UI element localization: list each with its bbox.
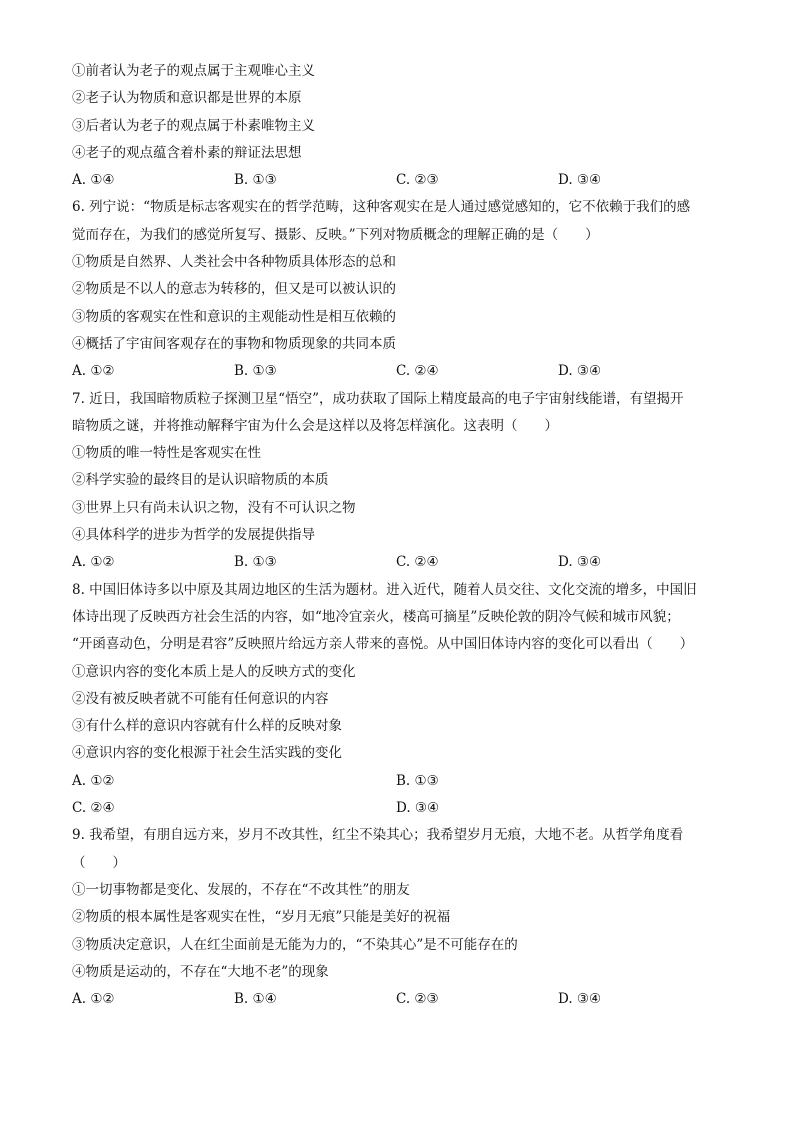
question-stem: 体诗出现了反映西方社会生活的内容，如“地冷宜亲火，楼高可摘星”反映伦敦的阴冷气候和城市风貌； [72,608,680,625]
statement: ④老子的观点蕴含着朴素的辩证法思想 [72,144,302,161]
question-7 [72,386,732,577]
option-a: A. ①④ [72,172,115,189]
option-d: D. ③④ [558,554,602,571]
option-d: D. ③④ [558,172,602,189]
option-d: D. ③④ [396,800,440,817]
statement: ③物质决定意识，人在红尘面前是无能为力的，“不染其心”是不可能存在的 [72,936,518,953]
statement: ④具体科学的进步为哲学的发展提供指导 [72,527,315,544]
statement: ③后者认为老子的观点属于朴素唯物主义 [72,117,315,134]
statement: ①物质是自然界、人类社会中各种物质具体形态的总和 [72,254,396,271]
option-a: A. ①② [72,363,115,380]
option-c: C. ②③ [396,172,439,189]
option-a: A. ①② [72,991,115,1008]
question-stem: 8. 中国旧体诗多以中原及其周边地区的生活为题材。进入近代，随着人员交往、文化交流的增多，中国旧 [72,581,697,598]
question-stem: “开函喜动色，分明是君容”反映照片给远方亲人带来的喜悦。从中国旧体诗内容的变化可以看出（ ） [72,636,694,653]
question-6-options [72,358,732,385]
option-b: B. ①③ [234,554,277,571]
exam-page [72,58,732,1013]
statement: ③世界上只有尚未认识之物，没有不可认识之物 [72,499,356,516]
statement: ④概括了宇宙间客观存在的事物和物质现象的共同本质 [72,335,396,352]
statement: ①前者认为老子的观点属于主观唯心主义 [72,63,315,79]
option-b: B. ①③ [234,363,277,380]
option-d: D. ③④ [558,363,602,380]
question-stem: 暗物质之谜，并将推动解释宇宙为什么会是这样以及将怎样演化。这表明（ ） [72,417,558,434]
question-9-options [72,986,732,1013]
question-8-options [72,768,732,823]
option-d: D. ③④ [558,991,602,1008]
option-c: C. ②③ [396,991,439,1008]
option-c: C. ②④ [396,554,439,571]
question-stem: 6. 列宁说：“物质是标志客观实在的哲学范畴，这种客观实在是人通过感觉感知的，它不依赖于我们的感 [72,199,691,216]
question-5-options [72,167,732,194]
question-7-options [72,549,732,576]
option-a: A. ①② [72,554,115,571]
statement: ②老子认为物质和意识都是世界的本原 [72,90,302,107]
option-b: B. ①③ [234,172,277,189]
question-9 [72,822,732,1013]
option-b: B. ①④ [234,991,277,1008]
question-stem: 7. 近日，我国暗物质粒子探测卫星“悟空”，成功获取了国际上精度最高的电子宇宙射线能谱，有望揭开 [72,390,684,407]
question-stem: （ ） [72,854,126,871]
question-5-statements [72,58,732,167]
statement: ①一切事物都是变化、发展的，不存在“不改其性”的朋友 [72,881,410,898]
statement: ②科学实验的最终目的是认识暗物质的本质 [72,472,329,489]
statement: ②物质是不以人的意志为转移的，但又是可以被认识的 [72,281,396,298]
option-b: B. ①③ [396,772,439,789]
question-stem: 9. 我希望，有朋自远方来，岁月不改其性，红尘不染其心；我希望岁月无痕，大地不老。从哲学角度看 [72,827,684,844]
statement: ③有什么样的意识内容就有什么样的反映对象 [72,718,342,735]
question-8 [72,577,732,823]
option-a: A. ①② [72,772,115,789]
statement: ④物质是运动的，不存在“大地不老”的现象 [72,963,329,980]
statement: ④意识内容的变化根源于社会生活实践的变化 [72,745,342,762]
option-c: C. ②④ [396,363,439,380]
option-c: C. ②④ [72,800,115,817]
question-6 [72,194,732,385]
statement: ②物质的根本属性是客观实在性，“岁月无痕”只能是美好的祝福 [72,909,451,926]
statement: ②没有被反映者就不可能有任何意识的内容 [72,690,329,707]
statement: ③物质的客观实在性和意识的主观能动性是相互依赖的 [72,308,396,325]
statement: ①意识内容的变化本质上是人的反映方式的变化 [72,663,356,680]
statement: ①物质的唯一特性是客观实在性 [72,445,261,462]
question-stem: 觉而存在，为我们的感觉所复写、摄影、反映。”下列对物质概念的理解正确的是（ ） [72,226,599,243]
